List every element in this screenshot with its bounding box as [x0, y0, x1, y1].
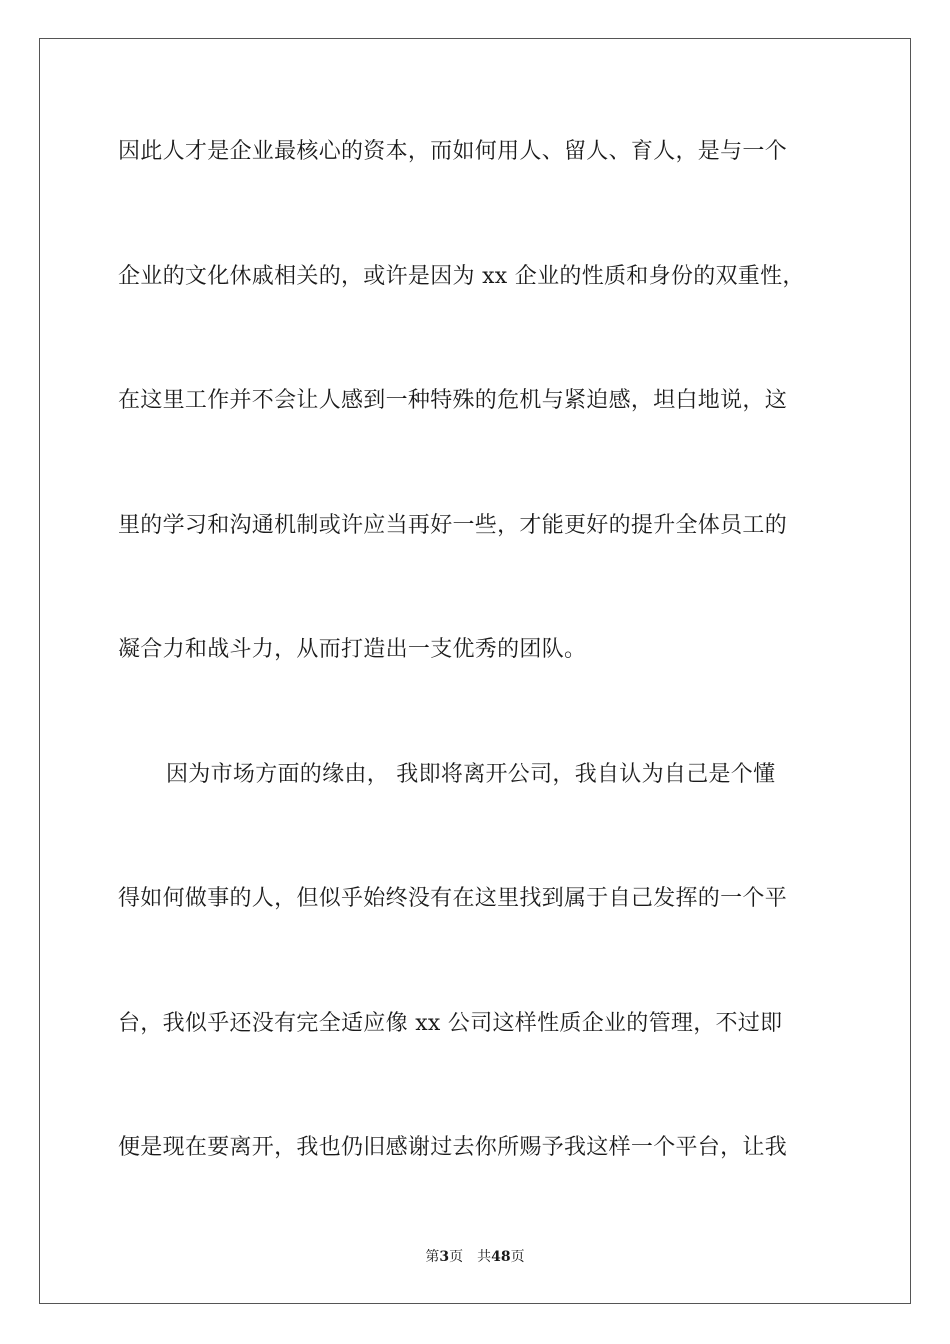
body-text-line: 企业的文化休戚相关的，或许是因为 xx 企业的性质和身份的双重性，	[118, 264, 805, 289]
total-pages-number: 48	[491, 1249, 511, 1265]
body-text-line: 便是现在要离开，我也仍旧感谢过去你所赐予我这样一个平台，让我	[118, 1135, 788, 1160]
page-label-suffix: 页	[449, 1249, 464, 1265]
page-label-prefix: 第	[425, 1249, 440, 1265]
page-border	[39, 38, 911, 1304]
current-page-number: 3	[439, 1249, 450, 1265]
total-label-suffix: 页	[510, 1249, 525, 1265]
body-text-line: 台，我似乎还没有完全适应像 xx 公司这样性质企业的管理，不过即	[118, 1011, 783, 1036]
page-footer	[0, 1247, 950, 1267]
body-text-line: 里的学习和沟通机制或许应当再好一些，才能更好的提升全体员工的	[118, 513, 788, 538]
body-text-line: 得如何做事的人，但似乎始终没有在这里找到属于自己发挥的一个平	[118, 886, 788, 911]
body-text-line: 凝合力和战斗力，从而打造出一支优秀的团队。	[118, 637, 587, 662]
body-text-line: 因此人才是企业最核心的资本，而如何用人、留人、育人，是与一个	[118, 139, 788, 164]
body-text-line: 在这里工作并不会让人感到一种特殊的危机与紧迫感，坦白地说，这	[118, 388, 788, 413]
total-label-prefix: 共	[477, 1249, 492, 1265]
paragraph-first-line: 因为市场方面的缘由， 我即将离开公司，我自认为自己是个懂	[166, 762, 776, 787]
